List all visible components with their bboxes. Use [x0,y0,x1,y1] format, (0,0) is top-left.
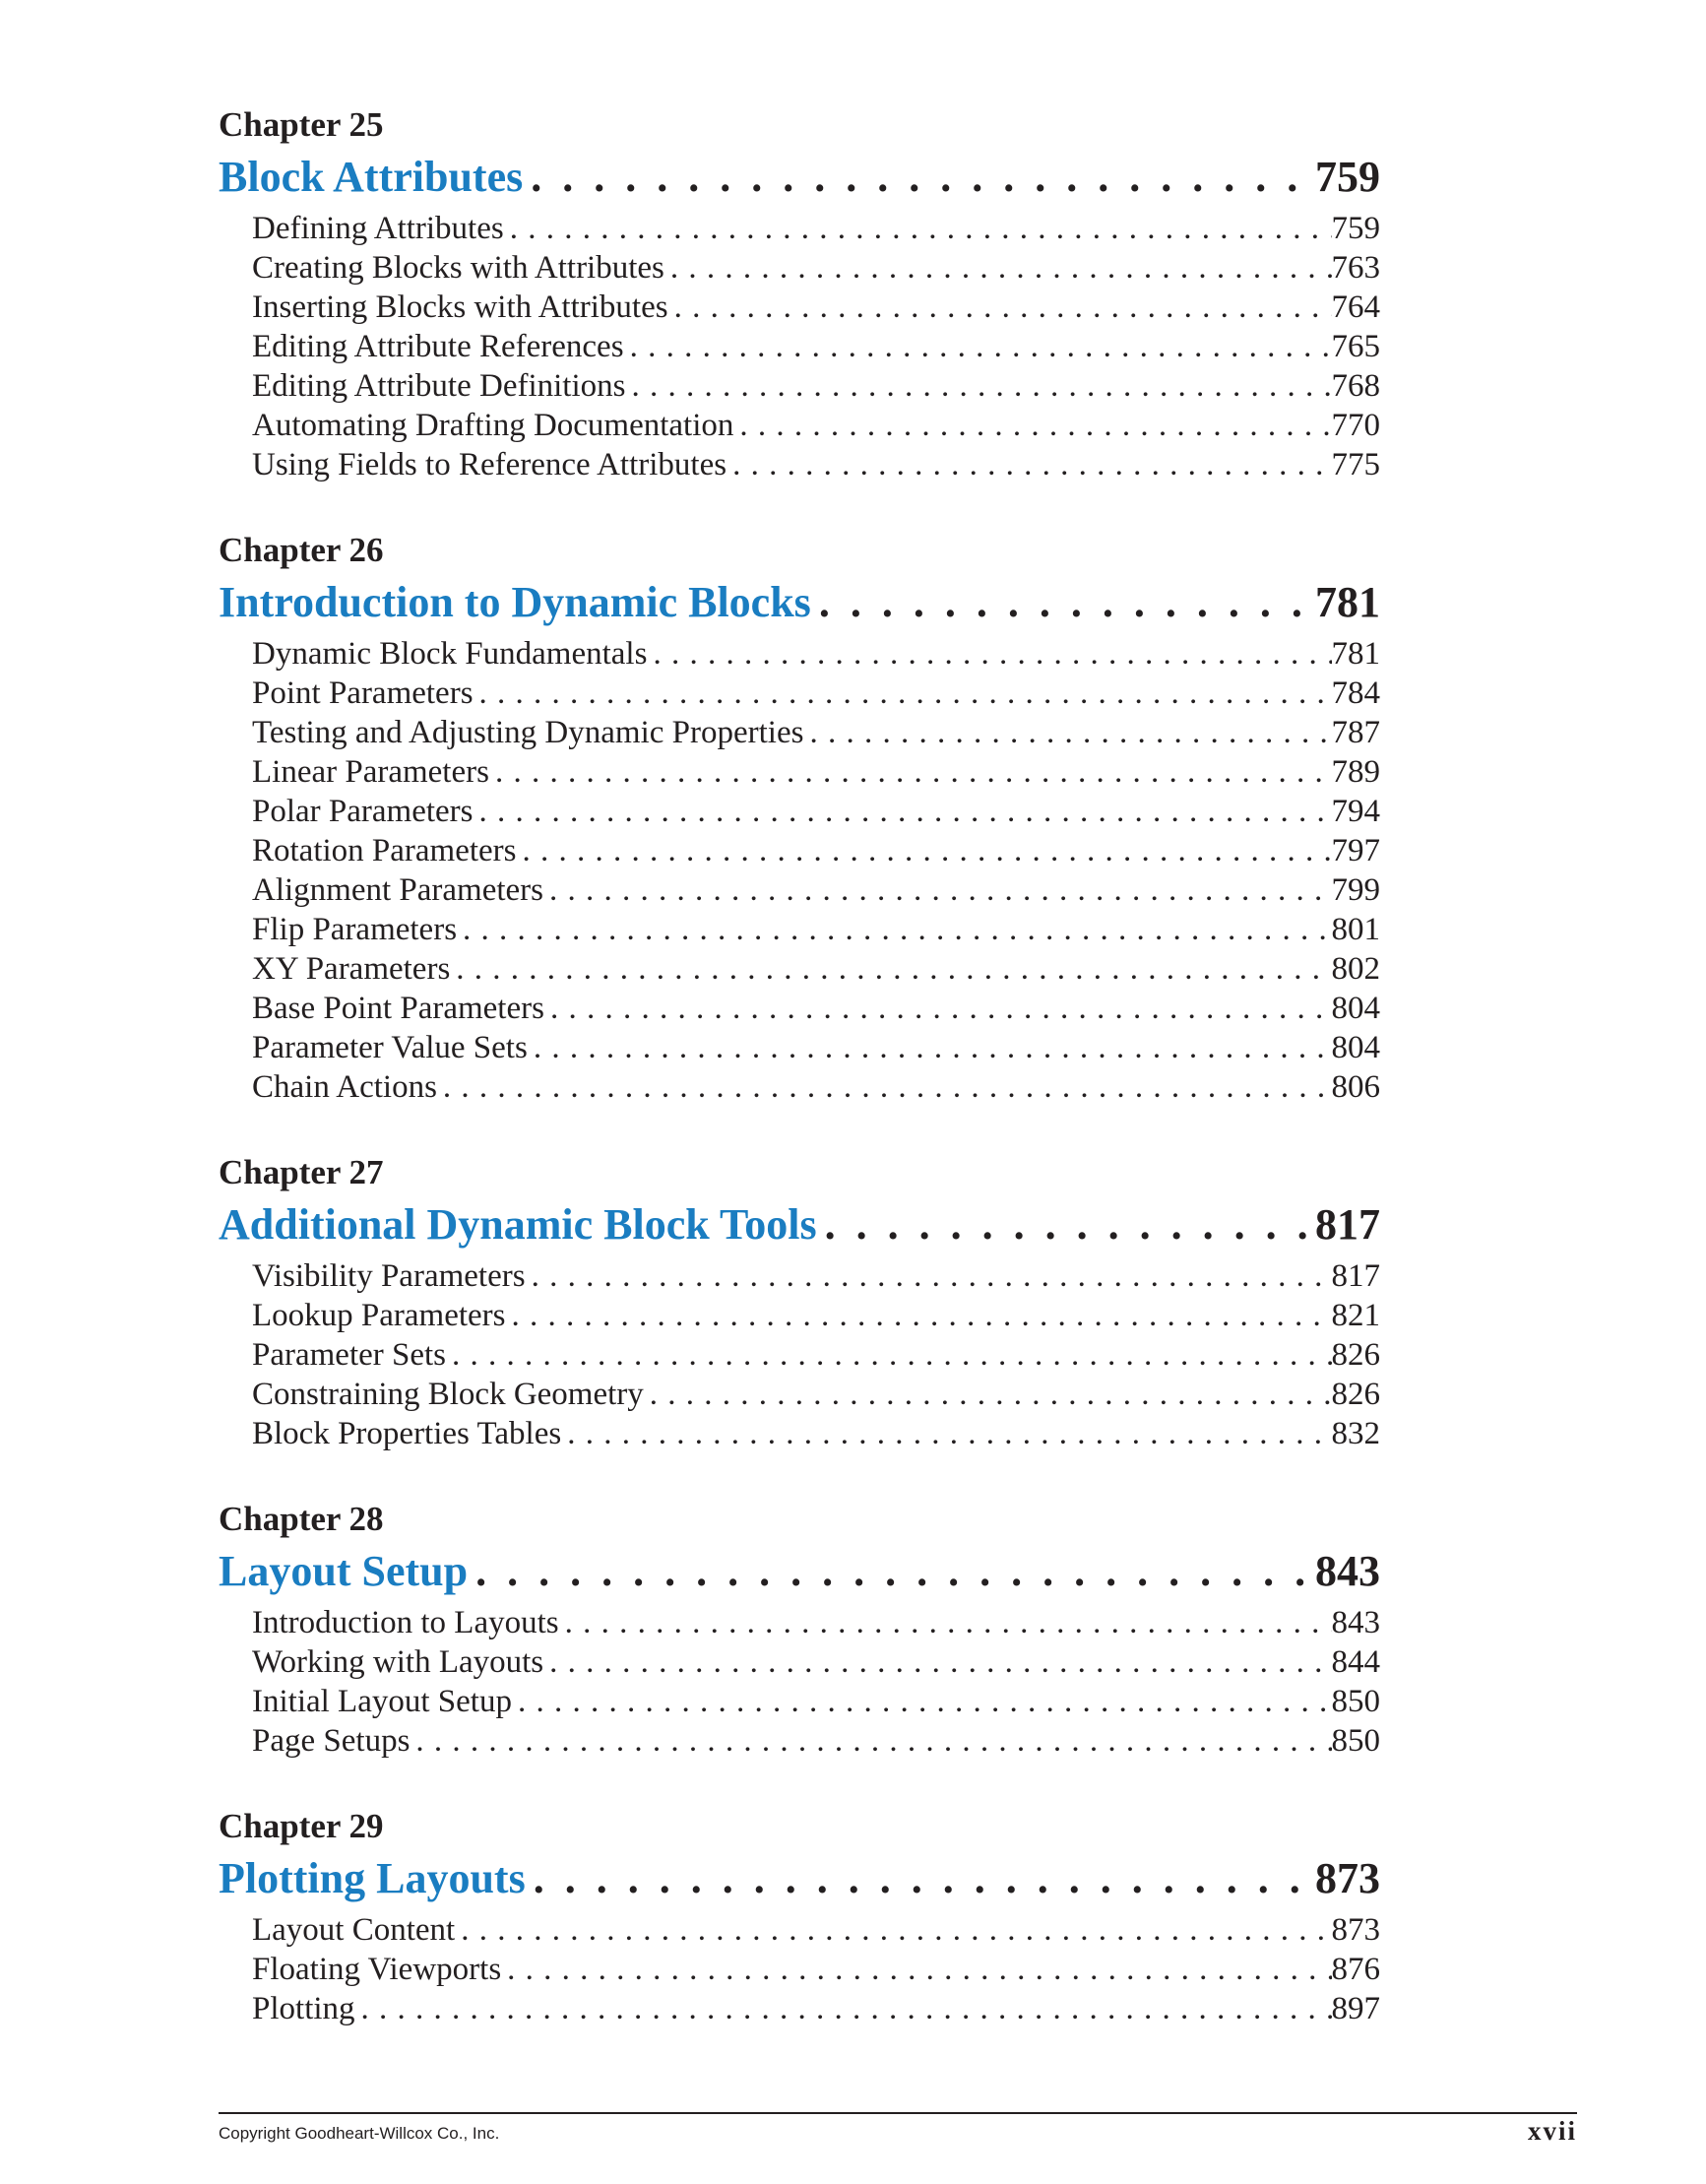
dot-leader [668,288,1332,327]
section-page-number: 897 [1331,1991,1380,2026]
chapter-label: Chapter 27 [219,1153,384,1191]
section-title: Chain Actions [252,1069,437,1105]
section-title: Constraining Block Geometry [252,1377,644,1412]
chapter-title: Introduction to Dynamic Blocks [219,578,811,626]
chapter-title: Layout Setup [219,1547,469,1595]
chapter-29 [219,1806,1380,2028]
section-entry[interactable] [252,1603,1380,1642]
section-title: Automating Drafting Documentation [252,408,734,443]
section-title: Base Point Parameters [252,991,544,1026]
section-entry[interactable] [252,1642,1380,1682]
section-entry[interactable] [252,366,1380,406]
chapter-26 [219,530,1380,1107]
section-title: Defining Attributes [252,211,504,246]
chapter-25 [219,104,1380,484]
dot-leader [501,1950,1331,1989]
dot-leader [644,1375,1332,1414]
section-page-number: 763 [1331,250,1380,286]
section-title: Dynamic Block Fundamentals [252,636,648,672]
section-title: Flip Parameters [252,912,458,947]
section-title: Plotting [252,1991,355,2026]
chapter-page-number: 817 [1315,1200,1380,1249]
section-title: Editing Attribute References [252,329,624,364]
copyright-notice: Copyright Goodheart-Willcox Co., Inc. [219,2124,500,2143]
section-page-number: 804 [1331,991,1380,1026]
dot-leader [474,674,1332,713]
dot-leader [468,1544,1315,1599]
dot-leader [457,910,1331,949]
section-title: Page Setups [252,1723,411,1759]
section-title: Using Fields to Reference Attributes [252,447,727,482]
dot-leader [817,1197,1315,1253]
section-title: Testing and Adjusting Dynamic Properties [252,715,804,750]
section-page-number: 787 [1331,715,1380,750]
section-title: Working with Layouts [252,1644,544,1680]
section-entry[interactable] [252,1296,1380,1335]
chapter-label: Chapter 29 [219,1807,384,1845]
section-entry[interactable] [252,248,1380,288]
section-entry[interactable] [252,949,1380,989]
page-footer [219,2112,1577,2153]
section-page-number: 797 [1331,833,1380,868]
dot-leader [528,1028,1332,1067]
chapter-28 [219,1499,1380,1761]
dot-leader [504,209,1332,248]
chapter-title: Plotting Layouts [219,1854,526,1902]
section-page-number: 832 [1331,1416,1380,1451]
section-entry[interactable] [252,752,1380,792]
section-entry[interactable] [252,989,1380,1028]
section-page-number: 826 [1331,1337,1380,1373]
dot-leader [727,445,1331,484]
chapter-27 [219,1152,1380,1453]
section-list [252,634,1380,1107]
chapter-title-link[interactable] [219,1851,1380,1906]
dot-leader [455,1910,1331,1950]
section-entry[interactable] [252,674,1380,713]
section-title: Visibility Parameters [252,1258,526,1294]
dot-leader [625,366,1331,406]
section-list [252,1603,1380,1761]
dot-leader [803,713,1331,752]
dot-leader [410,1721,1331,1761]
section-page-number: 876 [1331,1952,1380,1987]
section-page-number: 764 [1331,289,1380,325]
dot-leader [543,870,1331,910]
section-title: XY Parameters [252,951,451,987]
section-page-number: 873 [1331,1912,1380,1948]
section-page-number: 804 [1331,1030,1380,1065]
section-entry[interactable] [252,1950,1380,1989]
section-entry[interactable] [252,209,1380,248]
section-page-number: 759 [1331,211,1380,246]
dot-leader [733,406,1331,445]
dot-leader [811,575,1315,630]
section-title: Creating Blocks with Attributes [252,250,664,286]
dot-leader [523,150,1315,205]
dot-leader [526,1256,1332,1296]
section-page-number: 817 [1331,1258,1380,1294]
chapter-label: Chapter 28 [219,1500,384,1538]
dot-leader [446,1335,1331,1375]
section-page-number: 843 [1331,1605,1380,1640]
section-entry[interactable] [252,1989,1380,2028]
section-title: Editing Attribute Definitions [252,368,626,404]
section-entry[interactable] [252,1256,1380,1296]
section-page-number: 850 [1331,1684,1380,1719]
section-page-number: 789 [1331,754,1380,790]
section-entry[interactable] [252,792,1380,831]
dot-leader [512,1682,1332,1721]
dot-leader [664,248,1332,288]
chapter-title: Block Attributes [219,153,524,201]
section-title: Parameter Sets [252,1337,447,1373]
chapter-title-link[interactable] [219,150,1380,205]
dot-leader [450,949,1331,989]
section-entry[interactable] [252,1375,1380,1414]
section-title: Point Parameters [252,675,474,711]
section-page-number: 806 [1331,1069,1380,1105]
section-page-number: 802 [1331,951,1380,987]
dot-leader [647,634,1331,674]
section-entry[interactable] [252,1335,1380,1375]
chapter-page-number: 873 [1315,1854,1380,1902]
section-page-number: 784 [1331,675,1380,711]
dot-leader [474,792,1332,831]
section-page-number: 768 [1331,368,1380,404]
dot-leader [506,1296,1332,1335]
dot-leader [561,1414,1331,1453]
section-entry[interactable] [252,406,1380,445]
section-entry[interactable] [252,1682,1380,1721]
chapter-title-link[interactable] [219,1544,1380,1599]
section-entry[interactable] [252,634,1380,674]
dot-leader [543,1642,1331,1682]
section-entry[interactable] [252,288,1380,327]
section-page-number: 844 [1331,1644,1380,1680]
section-title: Floating Viewports [252,1952,502,1987]
dot-leader [544,989,1332,1028]
section-entry[interactable] [252,1067,1380,1107]
section-page-number: 821 [1331,1298,1380,1333]
section-page-number: 794 [1331,794,1380,829]
section-entry[interactable] [252,445,1380,484]
section-page-number: 781 [1331,636,1380,672]
dot-leader [517,831,1332,870]
section-list [252,1910,1380,2028]
table-of-contents [219,104,1380,2074]
section-entry[interactable] [252,327,1380,366]
section-page-number: 850 [1331,1723,1380,1759]
section-entry[interactable] [252,1028,1380,1067]
section-page-number: 826 [1331,1377,1380,1412]
section-page-number: 765 [1331,329,1380,364]
chapter-label: Chapter 26 [219,531,384,569]
dot-leader [559,1603,1332,1642]
section-title: Layout Content [252,1912,456,1948]
section-title: Block Properties Tables [252,1416,562,1451]
section-entry[interactable] [252,870,1380,910]
section-list [252,209,1380,484]
chapter-page-number: 843 [1315,1547,1380,1595]
dot-leader [437,1067,1332,1107]
section-page-number: 801 [1331,912,1380,947]
section-title: Initial Layout Setup [252,1684,512,1719]
section-entry[interactable] [252,831,1380,870]
section-page-number: 775 [1331,447,1380,482]
page-number: xvii [1527,2116,1577,2146]
section-entry[interactable] [252,713,1380,752]
dot-leader [355,1989,1332,2028]
dot-leader [624,327,1332,366]
chapter-page-number: 759 [1315,153,1380,201]
section-list [252,1256,1380,1453]
chapter-title: Additional Dynamic Block Tools [219,1200,817,1249]
section-title: Polar Parameters [252,794,474,829]
section-title: Linear Parameters [252,754,489,790]
section-entry[interactable] [252,1721,1380,1761]
section-title: Inserting Blocks with Attributes [252,289,668,325]
chapter-title-link[interactable] [219,1197,1380,1253]
chapter-page-number: 781 [1315,578,1380,626]
section-entry[interactable] [252,1910,1380,1950]
section-title: Alignment Parameters [252,872,544,908]
chapter-label: Chapter 25 [219,105,384,144]
section-title: Lookup Parameters [252,1298,506,1333]
section-page-number: 799 [1331,872,1380,908]
section-page-number: 770 [1331,408,1380,443]
dot-leader [489,752,1332,792]
section-title: Introduction to Layouts [252,1605,559,1640]
dot-leader [526,1851,1315,1906]
chapter-title-link[interactable] [219,575,1380,630]
section-title: Parameter Value Sets [252,1030,528,1065]
section-entry[interactable] [252,1414,1380,1453]
section-entry[interactable] [252,910,1380,949]
section-title: Rotation Parameters [252,833,517,868]
